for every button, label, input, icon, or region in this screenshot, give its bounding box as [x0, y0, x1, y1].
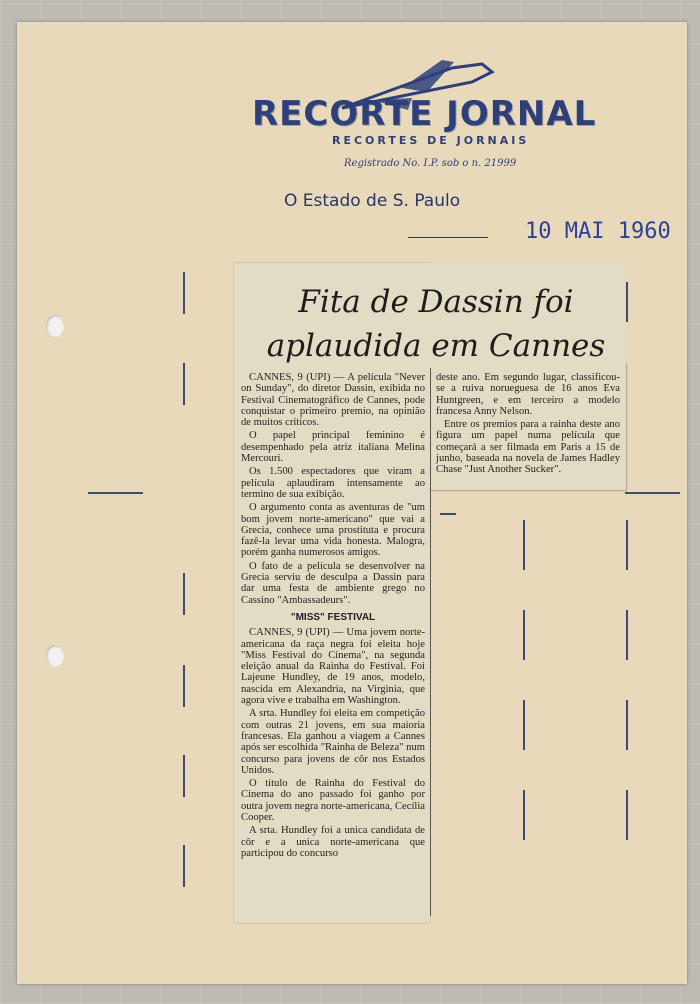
headline-line-2: aplaudida em Cannes — [266, 328, 606, 364]
guide-rule — [626, 700, 628, 750]
guide-rule — [183, 665, 185, 707]
paragraph: Os 1.500 espectadores que viram a película aplaudiram intensamente ao termino de sua exibição. — [241, 466, 425, 500]
punch-hole-bottom — [46, 645, 64, 667]
date-underline — [408, 237, 488, 238]
section-subheading: "MISS" FESTIVAL — [290, 611, 376, 623]
date-stamp: 10 MAI 1960 — [525, 219, 671, 244]
paragraph: O argumento conta as aventuras de "um bom jovem norte-americano" que vai a Grecia, conhece uma prostituta e procura fazê-la levar uma vida honesta. Malogra, porém ganha numerosos amigos. — [241, 502, 425, 559]
guide-rule — [626, 282, 628, 322]
guide-rule — [523, 790, 525, 840]
guide-rule — [625, 492, 680, 494]
paragraph: A srta. Hundley foi eleita em competição com outras 21 jovens, em sua maioria francesas. Ela ganhou a viagem a Cannes após ser escolhida "Rainha de Beleza" num concurso para jovens de côr nos Estados Unidos. — [241, 708, 425, 776]
guide-rule — [183, 363, 185, 405]
headline-line-1: Fita de Dassin foi — [298, 284, 574, 320]
guide-rule — [523, 700, 525, 750]
stamp-logo-title: RECORTE JORNAL — [252, 94, 597, 134]
article-column-1 — [241, 372, 425, 861]
recorte-jornal-stamp — [252, 58, 632, 208]
stamp-logo-subtitle: RECORTES DE JORNAIS — [332, 134, 530, 147]
newspaper-name: O Estado de S. Paulo — [284, 191, 461, 211]
punch-hole-top — [46, 315, 64, 337]
article-headline — [248, 280, 624, 368]
paragraph: O fato de a película se desenvolver na Grecia serviu de desculpa a Dassin para dar uma festa de ambiente grego no Cassino "Ambassadeurs". — [241, 560, 425, 606]
guide-rule — [183, 272, 185, 314]
guide-rule — [523, 610, 525, 660]
paragraph: deste ano. Em segundo lugar, classificou-se a ruiva norueguesa de 16 anos Eva Huntgreen, e em terceiro a modelo francesa Anny Nelson. — [436, 372, 620, 417]
column-divider — [430, 368, 431, 916]
paragraph: CANNES, 9 (UPI) — Uma jovem norte-americana da raça negra foi eleita hoje "Miss Festival do Cinema", na segunda eleição anual da Rainha do Festival. Foi Lajeune Hundley, de 19 anos, modelo, nascida em Alexandria, na Virginia, que agora vive e trabalha em Washington. — [241, 627, 425, 707]
guide-rule — [626, 520, 628, 570]
guide-rule — [626, 610, 628, 660]
guide-rule — [183, 845, 185, 887]
guide-rule — [626, 790, 628, 840]
stamp-registration: Registrado No. I.P. sob o n. 21999 — [344, 158, 517, 169]
paragraph: O título de Rainha do Festival do Cinema do ano passado foi ganho por outra jovem negra norte-americana, Cecília Cooper. — [241, 778, 425, 823]
paragraph: CANNES, 9 (UPI) — A película "Never on Sunday", do diretor Dassin, exibida no Festival Cinematográfico de Cannes, pode conquistar o primeiro premio, na opinião de muitos críticos. — [241, 372, 425, 429]
guide-rule — [440, 513, 456, 515]
article-column-2 — [436, 372, 620, 478]
paragraph: Entre os premios para a rainha deste ano figura um papel numa película que começará a ser filmada em Paris a 15 de junho, baseada na novela de James Hadley Chase "Just Another Sucker". — [436, 419, 620, 476]
guide-rule — [183, 755, 185, 797]
guide-rule — [88, 492, 143, 494]
guide-rule — [183, 573, 185, 615]
paragraph: O papel principal feminino é desempenhado pela atriz italiana Melina Mercouri. — [241, 430, 425, 465]
guide-rule — [523, 520, 525, 570]
paragraph: A srta. Hundley foi a unica candidata de côr e a unica norte-americana que participou do concurso — [241, 825, 425, 859]
